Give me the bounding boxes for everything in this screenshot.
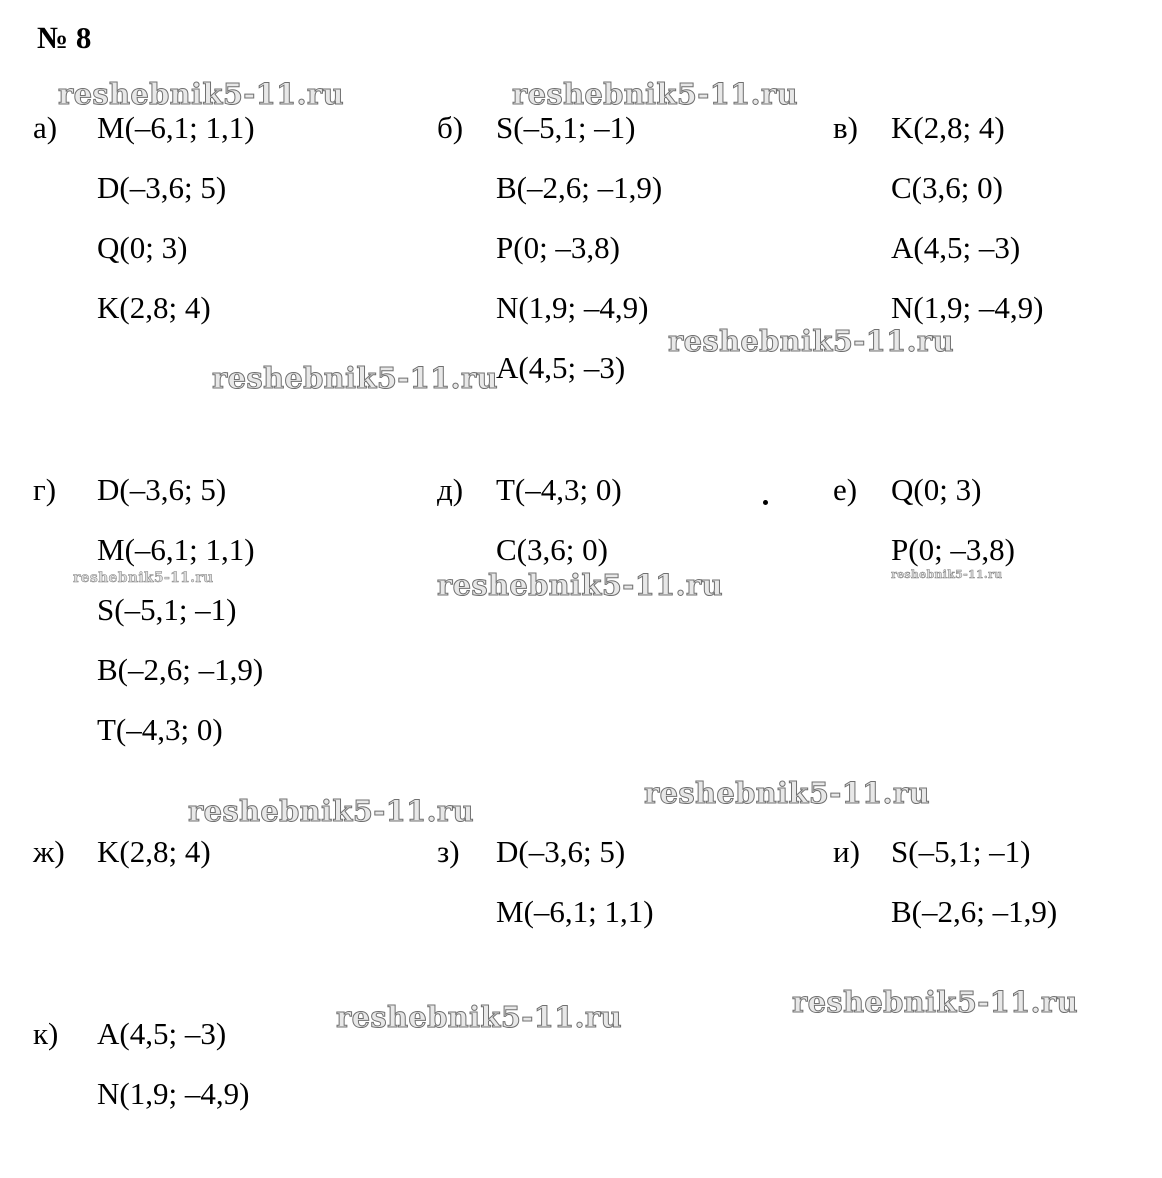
point: A(4,5; –3) [496, 350, 626, 385]
point: A(4,5; –3) [891, 230, 1021, 265]
item-label-d: д) [437, 472, 464, 507]
point: D(–3,6; 5) [97, 170, 227, 205]
point: S(–5,1; –1) [97, 592, 237, 627]
watermark: reshebnik5-11.ru [73, 570, 214, 586]
point: K(2,8; 4) [97, 834, 211, 869]
point: A(4,5; –3) [97, 1016, 227, 1051]
watermark: reshebnik5-11.ru [512, 77, 798, 111]
point: K(2,8; 4) [891, 110, 1005, 145]
watermark: reshebnik5-11.ru [437, 568, 723, 602]
item-label-a: а) [33, 110, 58, 145]
point: C(3,6; 0) [496, 532, 608, 567]
watermark: reshebnik5-11.ru [336, 1000, 622, 1034]
point: Q(0; 3) [891, 472, 982, 507]
item-label-z: з) [437, 834, 460, 869]
point: C(3,6; 0) [891, 170, 1003, 205]
watermark: reshebnik5-11.ru [891, 568, 1003, 581]
point: T(–4,3; 0) [496, 472, 622, 507]
watermark: reshebnik5-11.ru [644, 776, 930, 810]
item-label-g: г) [33, 472, 57, 507]
watermark: reshebnik5-11.ru [792, 985, 1078, 1019]
stray-dot [763, 500, 768, 505]
item-label-i: и) [833, 834, 860, 869]
point: M(–6,1; 1,1) [97, 532, 255, 567]
point: M(–6,1; 1,1) [97, 110, 255, 145]
item-label-v: в) [833, 110, 858, 145]
point: B(–2,6; –1,9) [891, 894, 1058, 929]
item-label-e: е) [833, 472, 858, 507]
point: K(2,8; 4) [97, 290, 211, 325]
watermark: reshebnik5-11.ru [188, 794, 474, 828]
point: B(–2,6; –1,9) [97, 652, 264, 687]
point: P(0; –3,8) [891, 532, 1015, 567]
watermark: reshebnik5-11.ru [212, 361, 498, 395]
point: D(–3,6; 5) [97, 472, 227, 507]
point: T(–4,3; 0) [97, 712, 223, 747]
point: N(1,9; –4,9) [891, 290, 1044, 325]
point: S(–5,1; –1) [496, 110, 636, 145]
point: S(–5,1; –1) [891, 834, 1031, 869]
point: D(–3,6; 5) [496, 834, 626, 869]
watermark: reshebnik5-11.ru [58, 77, 344, 111]
point: P(0; –3,8) [496, 230, 620, 265]
item-label-b: б) [437, 110, 464, 145]
watermark: reshebnik5-11.ru [668, 324, 954, 358]
item-label-k: к) [33, 1016, 59, 1051]
item-label-zh: ж) [33, 834, 65, 869]
point: B(–2,6; –1,9) [496, 170, 663, 205]
point: Q(0; 3) [97, 230, 188, 265]
point: N(1,9; –4,9) [496, 290, 649, 325]
point: M(–6,1; 1,1) [496, 894, 654, 929]
exercise-number: № 8 [37, 20, 92, 55]
point: N(1,9; –4,9) [97, 1076, 250, 1111]
